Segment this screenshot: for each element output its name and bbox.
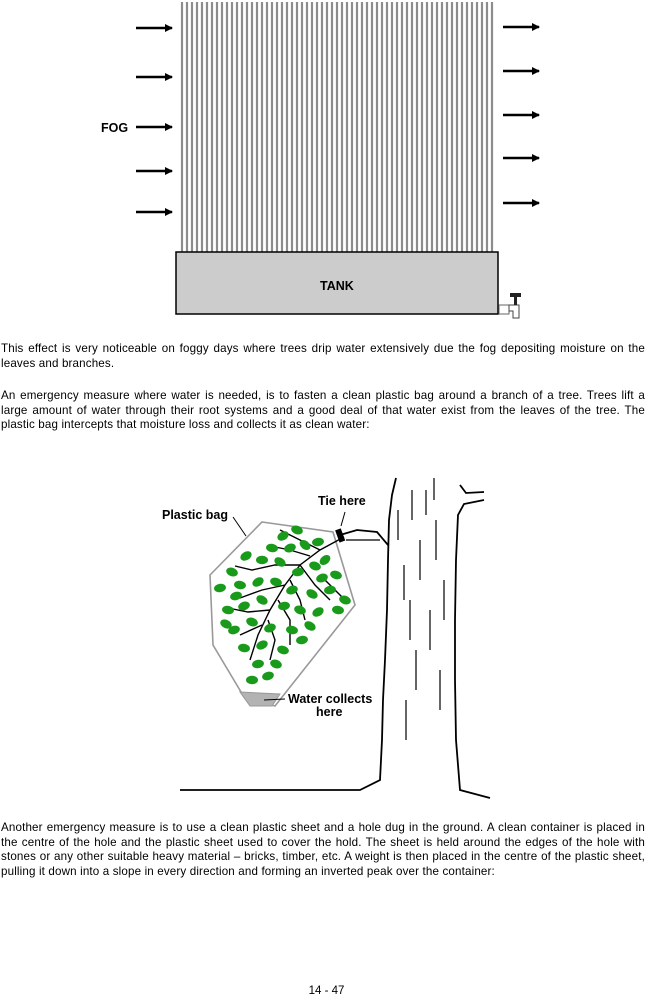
tie-knot-icon (335, 512, 345, 543)
leaf (305, 587, 320, 600)
leaf (303, 619, 318, 632)
leaf (213, 583, 226, 593)
leaf (256, 556, 268, 564)
plastic-bag-tree-figure (150, 470, 495, 810)
bark-lines (398, 478, 444, 740)
leaf (261, 670, 275, 681)
leaf (269, 658, 283, 670)
leaf (237, 643, 250, 653)
leaf (251, 575, 266, 588)
leaf (221, 605, 234, 615)
leaf (285, 625, 298, 635)
tree-branch (340, 530, 388, 545)
plastic-bag-label-leader (233, 517, 246, 536)
water-collects-label: Water collects (288, 692, 373, 706)
leaf (273, 555, 288, 568)
water-collects-label-line2: here (316, 705, 343, 719)
leaf (233, 580, 246, 590)
leaf (331, 605, 344, 615)
paragraph-plastic-bag: An emergency measure where water is needed, is to fasten a clean plastic bag around a branch of a tree. Trees lift a large amount of water through their root systems and a good deal of that water exist from the leaves of the tree. The plastic bag intercepts that moisture loss and collects it as clean water: (1, 389, 645, 432)
fog-arrows-right (503, 27, 539, 203)
leaf (255, 593, 270, 606)
paragraph-fog-trees: This effect is very noticeable on foggy days where trees drip water extensively due the fog depositing moisture on the leaves and branches. (1, 342, 645, 370)
leaf (329, 569, 343, 580)
leaf (263, 622, 277, 634)
leaf (311, 537, 324, 547)
leaf (311, 605, 326, 618)
tie-here-label: Tie here (318, 494, 366, 508)
leaf (295, 635, 308, 645)
plastic-bag (210, 522, 355, 706)
tree-trunk (180, 478, 490, 798)
tank-label: TANK (320, 279, 354, 293)
leaf (246, 676, 258, 684)
leaf (293, 604, 307, 616)
fog-arrows-left (136, 28, 172, 212)
tap-icon (499, 293, 521, 318)
leaf (323, 585, 336, 595)
leaf (225, 566, 239, 578)
plastic-bag-label: Plastic bag (162, 508, 228, 522)
leaf (276, 644, 290, 655)
leaf (229, 590, 243, 601)
leaf (251, 659, 264, 669)
paragraph-plastic-sheet: Another emergency measure is to use a clean plastic sheet and a hole dug in the ground. A clean container is placed in the centre of the hole and the plastic sheet used to cover the hold. The sheet is held around the edges of the hole with stones or any other suitable heavy material – bricks, timber, etc. A weight is then placed in the centre of the plastic sheet, pulling it down into a slope in every direction and forming an inverted peak over the container: (1, 821, 645, 878)
fog-collector-figure (0, 0, 653, 330)
fog-mesh-net (182, 2, 492, 252)
page-number: 14 - 47 (308, 985, 345, 997)
leaf (239, 549, 254, 562)
collected-water (240, 692, 280, 706)
leaf (265, 543, 278, 553)
fog-label: FOG (101, 121, 129, 135)
leaf (245, 616, 259, 628)
